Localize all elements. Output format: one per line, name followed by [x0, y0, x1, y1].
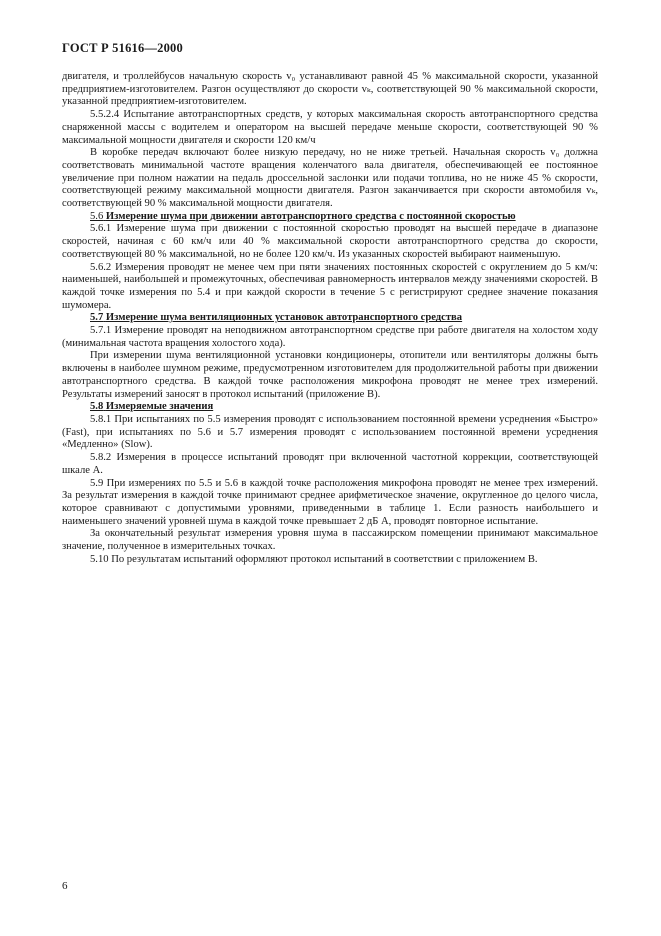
section-title: Измеряемые значения: [105, 401, 214, 413]
paragraph-5-6-2: 5.6.2 Измерения проводят не менее чем при пяти значениях постоянных скоростей с округлением до 5 км/ч: наименьшей, наибольшей и промежуточных, обеспечивая равномерность интервалов между значениями скоростей. В каждой точке измерения по 5.4 и при каждой скорости в течение 5 с регистрируют среднее значение показания шумомера.: [62, 261, 598, 311]
page-header-title: ГОСТ Р 51616—2000: [62, 41, 183, 55]
section-heading-5-7: [62, 312, 598, 325]
paragraph-5-9: 5.9 При измерениях по 5.5 и 5.6 в каждой точке расположения микрофона проводят не менее трех измерений. За результат измерения в каждой точке принимают среднее арифметическое значение, округленное до целого числа, которое сравнивают с допустимыми уровнями, приведенными в таблице 1. Если разность наибольшего и наименьшего значений уровней шума в каждой точке превышает 2 дБ А, проводят повторное испытание.: [62, 477, 598, 527]
section-heading-5-6: [62, 211, 598, 224]
paragraph-ventilation: При измерении шума вентиляционной установки кондиционеры, отопители или вентиляторы должны быть включены в наиболее шумном режиме, предусмотренном изготовителем для продолжительной работы при движении автотранспортного средства. В каждой точке расположения микрофона проводят не менее трех измерений. Результаты измерений заносят в протокол испытаний (приложение В).: [62, 350, 598, 400]
section-number: 5.8: [90, 401, 104, 413]
paragraph-5-8-2: 5.8.2 Измерения в процессе испытаний проводят при включенной частотной коррекции, соответствующей шкале А.: [62, 452, 598, 476]
paragraph-final-result: За окончательный результат измерения уровня шума в пассажирском помещении принимают максимальное значение, полученное в измерительных точках.: [62, 528, 598, 553]
section-title: Измерение шума при движении автотранспортного средства с постоянной скоростью: [105, 210, 516, 222]
page-number: 6: [62, 880, 68, 892]
paragraph-5-5-2-4: 5.5.2.4 Испытание автотранспортных средств, у которых максимальная скорость автотранспортного средства снаряженной массы с водителем и оператором на высшей передаче меньше скорости, соответствующей 90 % максимальной мощности двигателя и скорости 120 км/ч: [62, 109, 598, 146]
section-title: Измерение шума вентиляционных установок автотранспортного средства: [105, 312, 463, 324]
paragraph-5-8-1: 5.8.1 При испытаниях по 5.5 измерения проводят с использованием постоянной времени усреднения «Быстро» (Fast), при испытаниях по 5.6 и 5.7 измерения проводят с использованием постоянной времени усреднения «Медленно» (Slow).: [62, 413, 598, 451]
section-heading-5-8: [62, 401, 598, 414]
paragraph-5-6-1: 5.6.1 Измерение шума при движении с постоянной скоростью проводят на высшей передаче в диапазоне скоростей, начиная с 60 км/ч или 40 % максимальной скорости автотранспортного средства до скорости, соответствующей 80 % максимальной, но не более 120 км/ч. Из указанных скоростей выбирают наименьшую.: [62, 223, 598, 260]
page-content: [62, 71, 598, 566]
section-number: 5.6: [90, 210, 104, 222]
section-number: 5.7: [90, 312, 104, 324]
paragraph-5-10: 5.10 По результатам испытаний оформляют протокол испытаний в соответствии с приложением В.: [90, 553, 538, 565]
paragraph-5-7-1: 5.7.1 Измерение проводят на неподвижном автотранспортном средстве при работе двигателя на холостом ходу (минимальная частота вращения холостого хода).: [62, 325, 598, 349]
paragraph-gearbox: В коробке передач включают более низкую передачу, но не ниже третьей. Начальная скорость v₀ должна соответствовать минимальной частоте вращения коленчатого вала двигателя, обеспечивающей ее постоянное увеличение при полном нажатии на педаль дроссельной заслонки или подачи топлива, но не ниже 45 % скорости, соответствующей режиму максимальной мощности двигателя. Разгон заканчивается при скорости автомобиля vₖ, соответствующей 90 % максимальной мощности двигателя.: [62, 147, 598, 210]
paragraph-continued: двигателя, и троллейбусов начальную скорость v₀ устанавливают равной 45 % максимальной скорости, указанной предприятием-изготовителем. Разгон осуществляют до скорости vₖ, соответствующей 90 % максимальной скорости, указанной предприятием-изготовителем.: [62, 71, 598, 108]
